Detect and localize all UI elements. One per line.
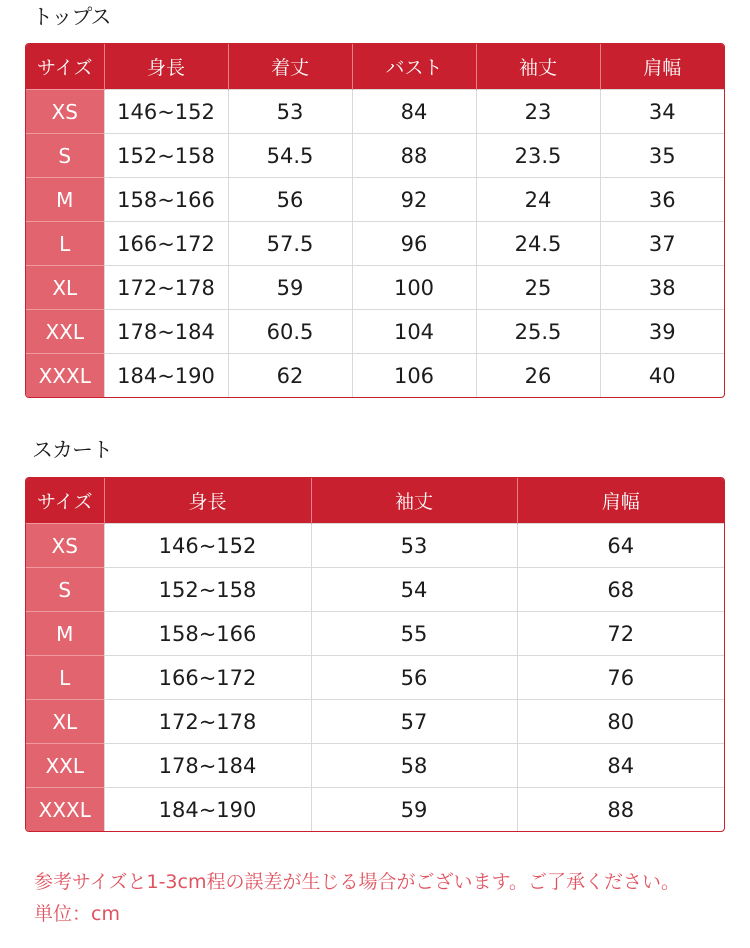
table-cell: 172~178 (104, 700, 311, 744)
column-header: サイズ (26, 44, 104, 90)
table-cell: 53 (228, 90, 352, 134)
size-label: S (26, 134, 104, 178)
table-cell: 68 (517, 568, 724, 612)
table-cell: 80 (517, 700, 724, 744)
table-header-row (26, 478, 724, 524)
table-cell: 35 (600, 134, 724, 178)
column-header: バスト (352, 44, 476, 90)
table-cell: 39 (600, 310, 724, 354)
error-margin-note: 参考サイズと1-3cm程の誤差が生じる場合がございます。ご了承ください。 (34, 871, 680, 893)
table-cell: 25.5 (476, 310, 600, 354)
table-row (26, 700, 724, 744)
table-cell: 158~166 (104, 178, 228, 222)
table-cell: 36 (600, 178, 724, 222)
table-cell: 59 (311, 788, 517, 832)
table-cell: 178~184 (104, 744, 311, 788)
table-cell: 152~158 (104, 134, 228, 178)
table-cell: 59 (228, 266, 352, 310)
size-label: XL (26, 266, 104, 310)
table-cell: 100 (352, 266, 476, 310)
column-header: 着丈 (228, 44, 352, 90)
table-cell: 76 (517, 656, 724, 700)
table-row (26, 568, 724, 612)
table-cell: 88 (352, 134, 476, 178)
table-row (26, 524, 724, 568)
table-cell: 40 (600, 354, 724, 398)
skirt-title: スカート (32, 438, 112, 462)
table-cell: 92 (352, 178, 476, 222)
column-header: サイズ (26, 478, 104, 524)
size-label: XS (26, 524, 104, 568)
table-cell: 53 (311, 524, 517, 568)
table-row (26, 310, 724, 354)
column-header: 袖丈 (311, 478, 517, 524)
table-cell: 178~184 (104, 310, 228, 354)
size-label: XXXL (26, 788, 104, 832)
table-row (26, 744, 724, 788)
table-cell: 104 (352, 310, 476, 354)
table-cell: 57 (311, 700, 517, 744)
table-cell: 24 (476, 178, 600, 222)
size-label: L (26, 656, 104, 700)
table-cell: 24.5 (476, 222, 600, 266)
table-row (26, 354, 724, 398)
table-cell: 60.5 (228, 310, 352, 354)
column-header: 袖丈 (476, 44, 600, 90)
size-label: XXL (26, 744, 104, 788)
unit-note: 単位：cm (34, 903, 120, 925)
tops-title: トップス (32, 5, 111, 29)
table-cell: 37 (600, 222, 724, 266)
table-cell: 88 (517, 788, 724, 832)
table-cell: 152~158 (104, 568, 311, 612)
table-cell: 62 (228, 354, 352, 398)
table-cell: 23 (476, 90, 600, 134)
size-label: XXXL (26, 354, 104, 398)
table-cell: 166~172 (104, 222, 228, 266)
table-row (26, 178, 724, 222)
table-row (26, 222, 724, 266)
table-cell: 58 (311, 744, 517, 788)
table-cell: 158~166 (104, 612, 311, 656)
column-header: 身長 (104, 478, 311, 524)
table-cell: 72 (517, 612, 724, 656)
skirt-size-table (25, 477, 725, 832)
table-row (26, 656, 724, 700)
table-row (26, 134, 724, 178)
table-cell: 34 (600, 90, 724, 134)
table-cell: 184~190 (104, 788, 311, 832)
size-label: XXL (26, 310, 104, 354)
table-cell: 23.5 (476, 134, 600, 178)
size-label: M (26, 178, 104, 222)
table-cell: 54.5 (228, 134, 352, 178)
table-cell: 26 (476, 354, 600, 398)
table-header-row (26, 44, 724, 90)
table-cell: 56 (228, 178, 352, 222)
table-row (26, 612, 724, 656)
table-cell: 25 (476, 266, 600, 310)
table-cell: 54 (311, 568, 517, 612)
table-cell: 84 (352, 90, 476, 134)
size-label: XS (26, 90, 104, 134)
table-cell: 106 (352, 354, 476, 398)
table-cell: 166~172 (104, 656, 311, 700)
table-cell: 84 (517, 744, 724, 788)
table-row (26, 266, 724, 310)
table-cell: 55 (311, 612, 517, 656)
table-cell: 184~190 (104, 354, 228, 398)
size-label: L (26, 222, 104, 266)
table-cell: 172~178 (104, 266, 228, 310)
size-label: S (26, 568, 104, 612)
table-cell: 64 (517, 524, 724, 568)
table-cell: 146~152 (104, 524, 311, 568)
column-header: 肩幅 (600, 44, 724, 90)
table-cell: 38 (600, 266, 724, 310)
column-header: 肩幅 (517, 478, 724, 524)
table-cell: 146~152 (104, 90, 228, 134)
table-cell: 56 (311, 656, 517, 700)
column-header: 身長 (104, 44, 228, 90)
table-cell: 96 (352, 222, 476, 266)
size-label: XL (26, 700, 104, 744)
table-row (26, 90, 724, 134)
size-label: M (26, 612, 104, 656)
table-row (26, 788, 724, 832)
tops-size-table (25, 43, 725, 398)
table-cell: 57.5 (228, 222, 352, 266)
